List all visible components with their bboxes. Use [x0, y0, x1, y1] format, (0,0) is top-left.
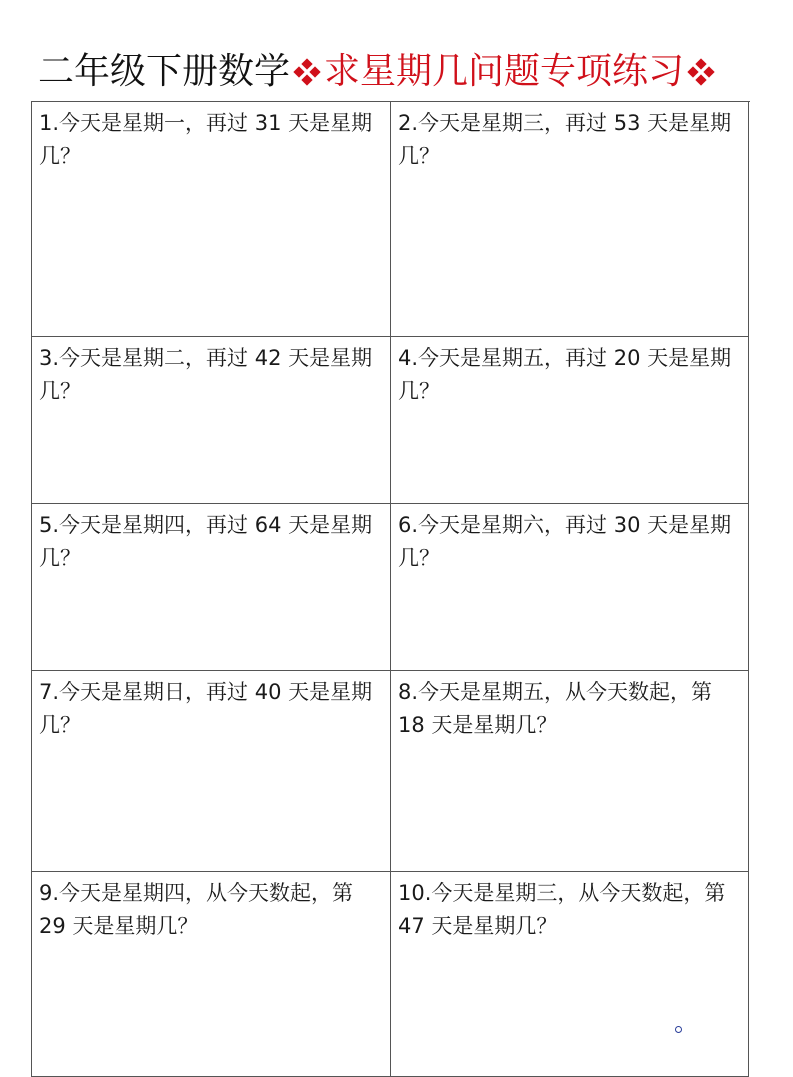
ornament-left-icon: [294, 59, 320, 85]
question-1: 1.今天是星期一，再过 31 天是星期几？: [32, 102, 391, 337]
question-2: 2.今天是星期三，再过 53 天是星期几？: [391, 102, 749, 337]
worksheet-title: [38, 44, 718, 100]
question-3: 3.今天是星期二，再过 42 天是星期几？: [32, 337, 391, 504]
question-grid: [31, 101, 750, 1077]
question-6: 6.今天是星期六，再过 30 天是星期几？: [391, 504, 749, 671]
question-9: 9.今天是星期四，从今天数起，第 29 天是星期几？: [32, 872, 391, 1077]
circle-mark-icon: [675, 1026, 682, 1033]
ornament-right-icon: [688, 59, 714, 85]
question-4: 4.今天是星期五，再过 20 天是星期几？: [391, 337, 749, 504]
title-topic: 求星期几问题专项练习: [324, 51, 685, 92]
question-10: 10.今天是星期三，从今天数起，第 47 天是星期几？: [391, 872, 749, 1077]
question-5: 5.今天是星期四，再过 64 天是星期几？: [32, 504, 391, 671]
title-grade-subject: 二年级下册数学: [38, 51, 291, 92]
question-8: 8.今天是星期五，从今天数起，第 18 天是星期几？: [391, 671, 749, 872]
question-7: 7.今天是星期日，再过 40 天是星期几？: [32, 671, 391, 872]
